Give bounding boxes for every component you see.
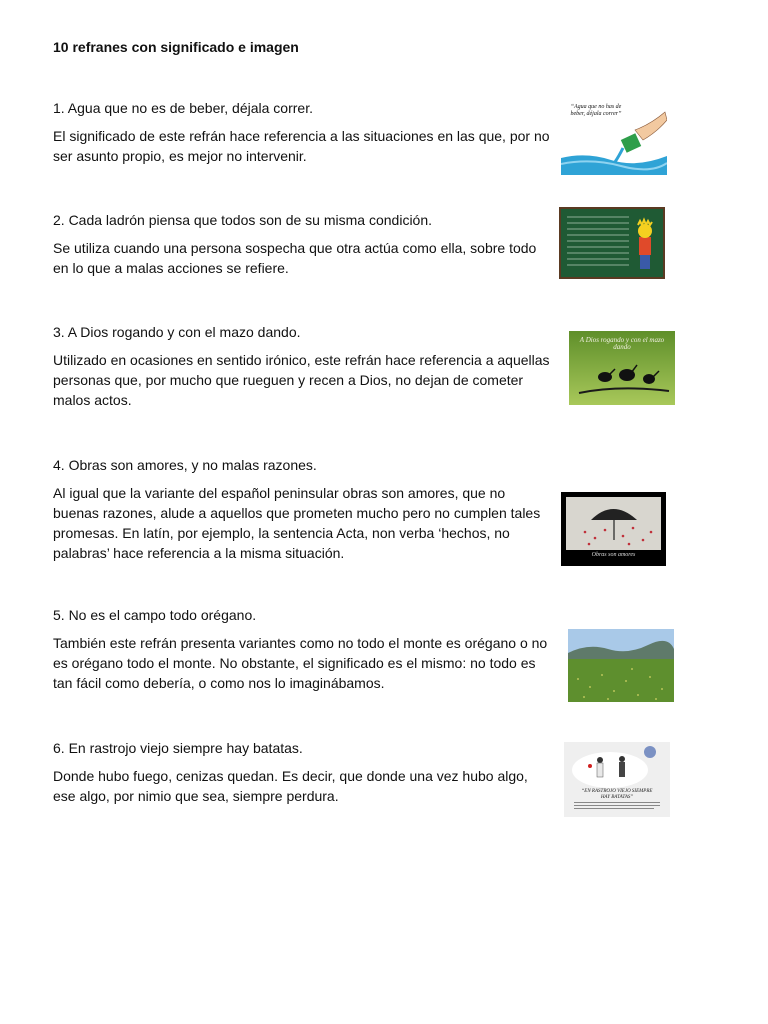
chalkboard-illustration (559, 207, 665, 279)
proverb-entry-4 (53, 455, 551, 563)
proverb-entry-2 (53, 210, 551, 278)
proverb-image-3 (569, 331, 675, 405)
meadow-photo (568, 629, 674, 702)
page-title: 10 refranes con significado e imagen (53, 39, 299, 55)
image-caption: “Agua que no has de beber, déjala correr” (570, 104, 622, 117)
proverb-entry-1 (53, 98, 551, 166)
proverb-entry-6 (53, 738, 551, 806)
proverb-meaning: El significado de este refrán hace referencia a las situaciones en las que, por no ser asunto propio, es mejor no intervenir. (53, 128, 550, 164)
proverb-heading: 2. Cada ladrón piensa que todos son de su misma condición. (53, 212, 433, 228)
proverb-image-1 (561, 100, 667, 175)
image-caption: A Dios rogando y con el mazo dando (579, 336, 665, 351)
proverb-heading: 6. En rastrojo viejo siempre hay batatas. (53, 740, 303, 756)
couple-illustration (564, 742, 670, 817)
proverb-image-5 (568, 629, 674, 702)
image-caption: Obras son amores (591, 552, 636, 558)
proverb-meaning: Utilizado en ocasiones en sentido irónico, este refrán hace referencia a aquellas personas que, por mucho que rueguen y recen a Dios, no dejan de cometer malos actos. (53, 352, 550, 408)
proverb-meaning: Al igual que la variante del español peninsular obras son amores, que no buenas razones, alude a aquellos que prometen mucho pero no cumplen tales promesas. En latín, por ejemplo, la sentencia Acta, non verba ‘hechos, no palabras’ hace referencia a la misma situación. (53, 485, 541, 561)
proverb-heading: 3. A Dios rogando y con el mazo dando. (53, 324, 301, 340)
proverb-meaning: Se utiliza cuando una persona sospecha que otra actúa como ella, sobre todo en lo que a malas acciones se refiere. (53, 240, 537, 276)
proverb-image-6 (564, 742, 670, 817)
proverb-meaning: Donde hubo fuego, cenizas quedan. Es decir, que donde una vez hubo algo, ese algo, por nimio que sea, siempre perdura. (53, 768, 528, 804)
proverb-heading: 1. Agua que no es de beber, déjala correr. (53, 100, 313, 116)
proverb-meaning: También este refrán presenta variantes como no todo el monte es orégano o no es orégano todo el monte. No obstante, el significado es el mismo: no todo es tan fácil como debería, o como nos lo imaginábamos. (53, 635, 548, 691)
proverb-image-2 (559, 207, 665, 279)
proverb-heading: 4. Obras son amores, y no malas razones. (53, 457, 317, 473)
proverb-image-4 (561, 492, 666, 566)
proverb-entry-3 (53, 322, 551, 410)
proverb-heading: 5. No es el campo todo orégano. (53, 607, 257, 623)
image-caption: “EN RASTROJO VIEJO SIEMPRE HAY BATATAS” (581, 789, 653, 800)
proverb-entry-5 (53, 605, 551, 693)
